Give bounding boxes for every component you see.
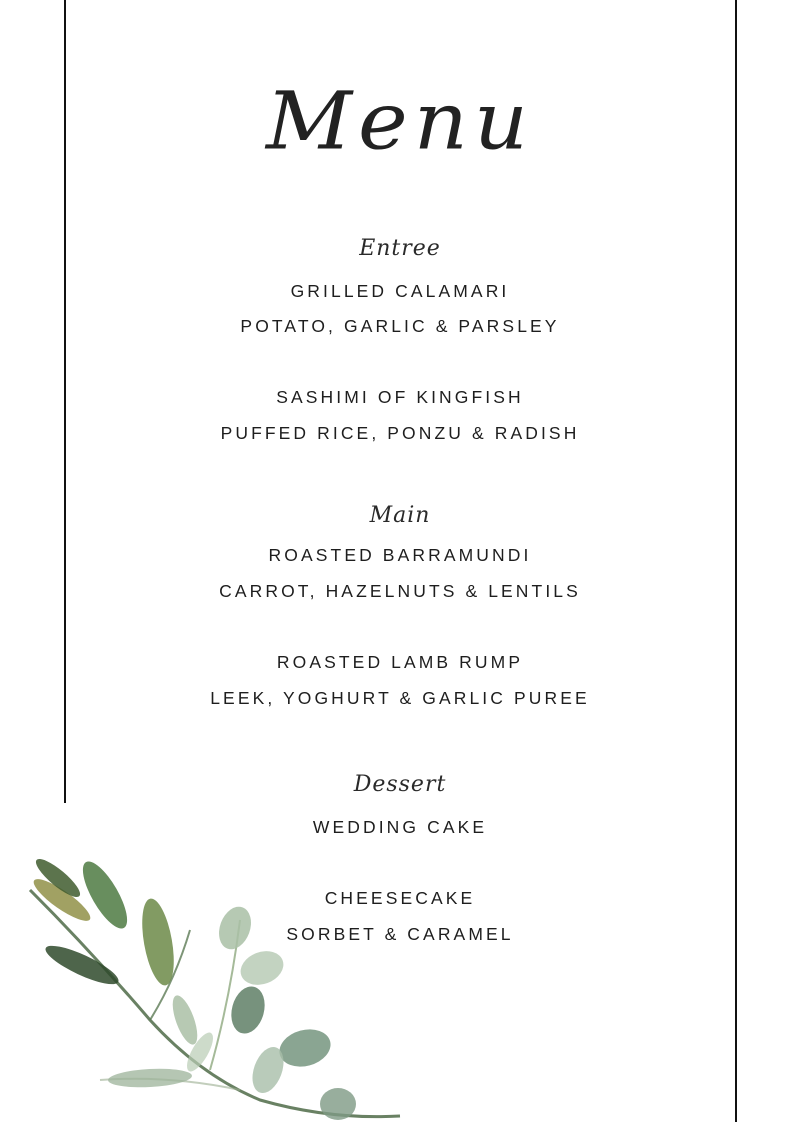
dish-name: SASHIMI OF KINGFISH bbox=[276, 387, 524, 407]
dish-detail: LEEK, YOGHURT & GARLIC PUREE bbox=[210, 688, 590, 708]
dish-detail: POTATO, GARLIC & PARSLEY bbox=[240, 316, 560, 336]
section-heading-entree: Entree bbox=[359, 236, 441, 261]
dish-name: CHEESECAKE bbox=[324, 888, 476, 908]
dish-name: GRILLED CALAMARI bbox=[290, 281, 510, 301]
menu-title: Menu bbox=[266, 74, 534, 168]
dish-detail: CARROT, HAZELNUTS & LENTILS bbox=[219, 581, 581, 601]
dish-detail: SORBET & CARAMEL bbox=[286, 924, 514, 944]
watercolor-leaf-branch-icon bbox=[0, 820, 420, 1122]
section-heading-main: Main bbox=[369, 503, 431, 528]
dish-name: ROASTED LAMB RUMP bbox=[276, 652, 524, 672]
section-heading-dessert: Dessert bbox=[353, 772, 447, 797]
dish-detail: PUFFED RICE, PONZU & RADISH bbox=[220, 423, 580, 443]
dish-name: WEDDING CAKE bbox=[312, 817, 488, 837]
dish-name: ROASTED BARRAMUNDI bbox=[268, 545, 532, 565]
